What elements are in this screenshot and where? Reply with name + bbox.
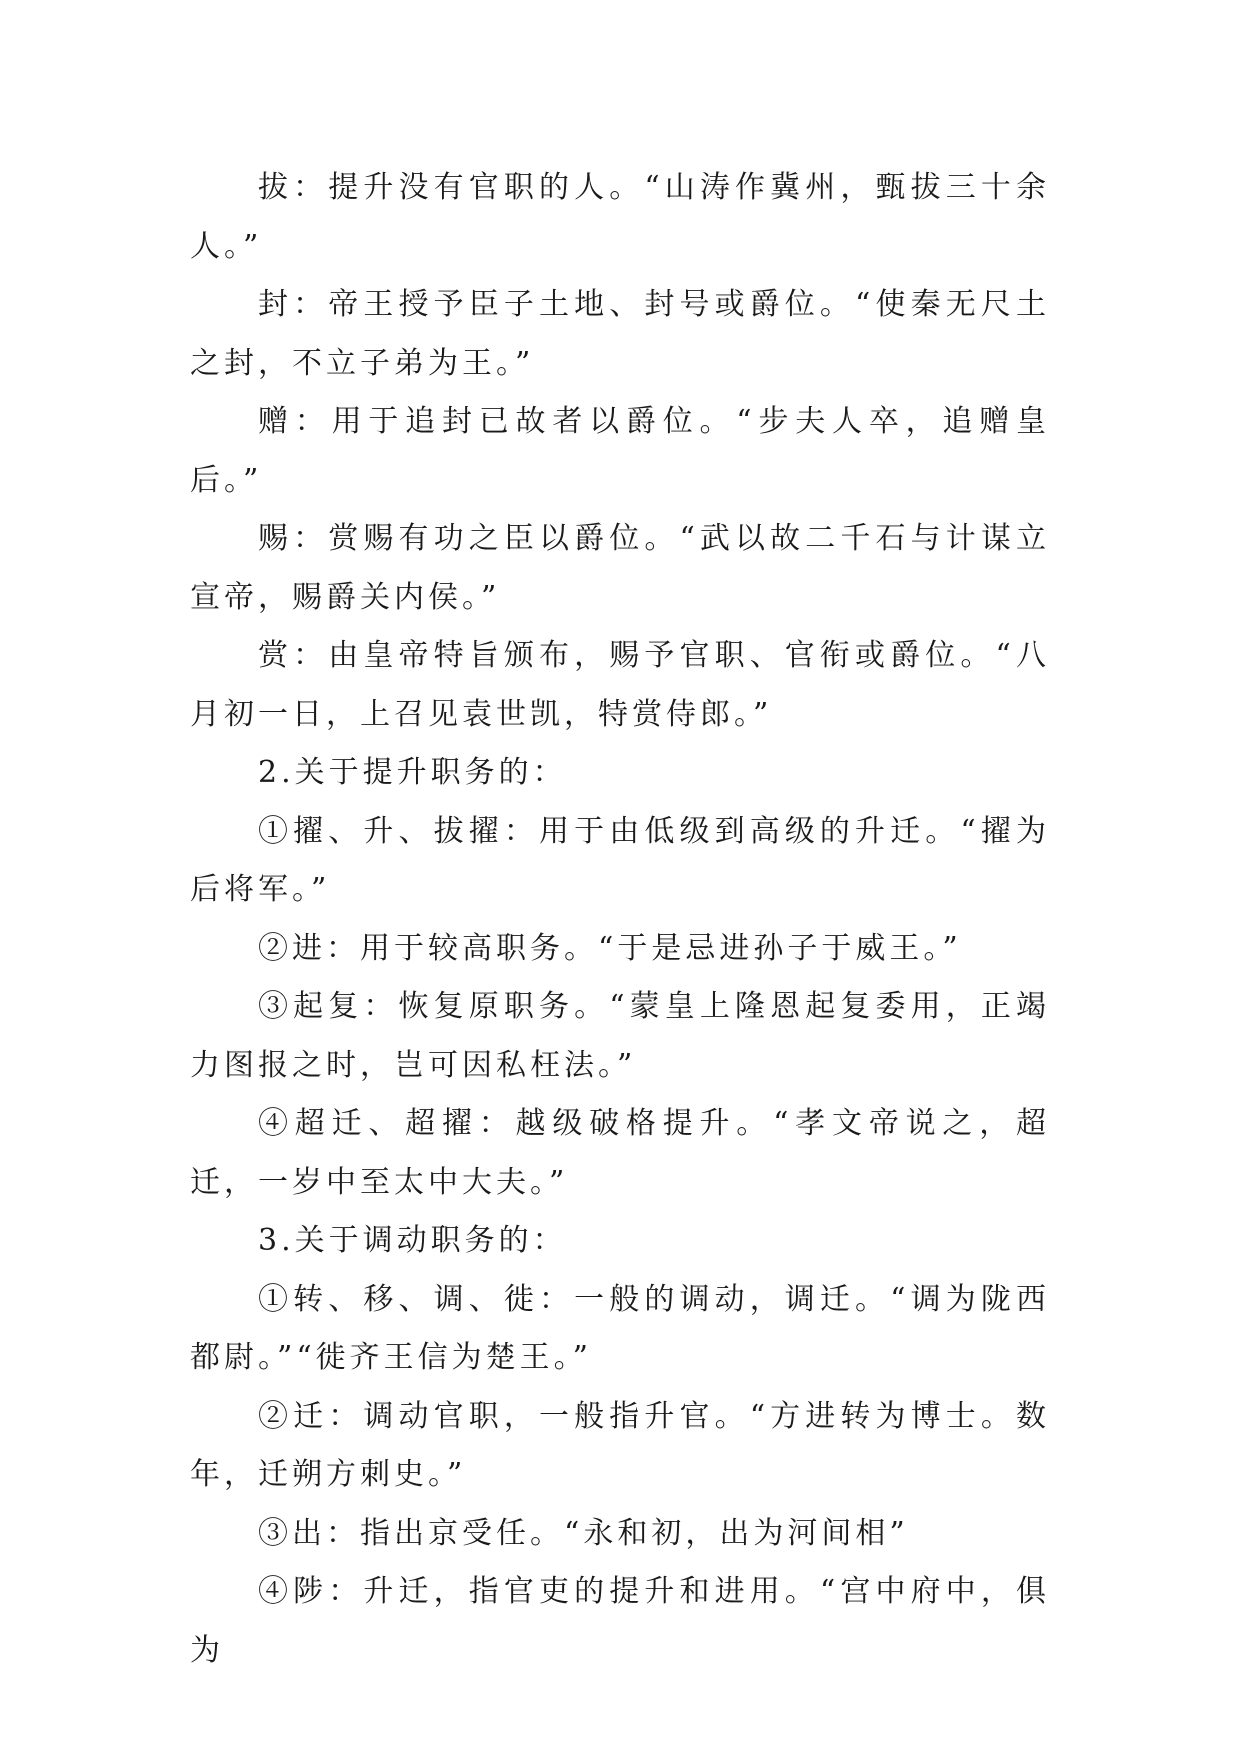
paragraph-chaoqian: ④超迁、超擢：越级破格提升。“孝文帝说之，超迁，一岁中至太中大夫。” <box>190 1106 1050 1200</box>
paragraph-zhuo: ①擢、升、拔擢：用于由低级到高级的升迁。“擢为后将军。” <box>190 813 1050 907</box>
paragraph-jin: ②进：用于较高职务。“于是忌进孙子于威王。” <box>258 930 962 966</box>
paragraph-shang: 赏：由皇帝特旨颁布，赐予官职、官衔或爵位。“八月初一日，上召见袁世凯，特赏侍郎。” <box>190 638 1050 732</box>
paragraph-zhuan: ①转、移、调、徙：一般的调动，调迁。“调为陇西都尉。”“徙齐王信为楚王。” <box>190 1281 1050 1375</box>
body-text <box>190 159 1050 1680</box>
paragraph-zeng: 赠：用于追封已故者以爵位。“步夫人卒，追赠皇后。” <box>190 404 1050 498</box>
section-heading-promotion: 2.关于提升职务的： <box>258 755 567 790</box>
paragraph-feng: 封：帝王授予臣子土地、封号或爵位。“使秦无尺土之封，不立子弟为王。” <box>190 287 1050 381</box>
section-heading-transfer: 3.关于调动职务的： <box>258 1223 567 1258</box>
paragraph-qifu: ③起复：恢复原职务。“蒙皇上隆恩起复委用，正竭力图报之时，岂可因私枉法。” <box>190 989 1050 1083</box>
paragraph-ba: 拔：提升没有官职的人。“山涛作冀州，甄拔三十余人。” <box>190 170 1050 264</box>
paragraph-zhi: ④陟：升迁，指官吏的提升和进用。“宫中府中，俱为 <box>190 1574 1050 1668</box>
paragraph-chu: ③出：指出京受任。“永和初，出为河间相” <box>258 1515 909 1551</box>
paragraph-qian: ②迁：调动官职，一般指升官。“方进转为博士。数年，迁朔方刺史。” <box>190 1398 1050 1492</box>
paragraph-ci: 赐：赏赐有功之臣以爵位。“武以故二千石与计谋立宣帝，赐爵关内侯。” <box>190 521 1050 615</box>
